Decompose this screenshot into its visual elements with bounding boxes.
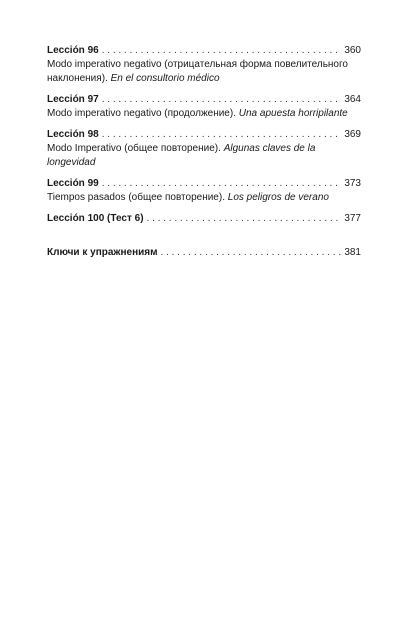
toc-entry-page: 381: [344, 247, 361, 258]
description-italic: En el consultorio médico: [110, 73, 220, 84]
toc-entry-page: 364: [344, 94, 361, 105]
dot-leader: [102, 93, 342, 107]
toc-entry-description: [47, 58, 361, 86]
toc-entry: [47, 177, 361, 205]
toc-entry-page: 373: [344, 178, 361, 189]
toc-entry-description: [47, 191, 361, 205]
description-text: Modo Imperativo (общее повторение).: [47, 143, 221, 154]
toc-entry-description: [47, 142, 361, 170]
description-italic: Los peligros de verano: [227, 192, 329, 203]
dot-leader: [102, 177, 342, 191]
toc-entry-page: 377: [344, 213, 361, 224]
dot-leader: [102, 44, 342, 58]
description-text: Modo imperativo negativo (отрицательная форма повелительного наклонения).: [47, 59, 348, 84]
table-of-contents: [47, 44, 361, 267]
description-italic: Algunas claves de la longevidad: [47, 143, 316, 168]
toc-entry-title: Ключи к упражнениям: [47, 247, 158, 258]
toc-entry-title: Lección 97: [47, 94, 99, 105]
description-italic: Una apuesta horripilante: [238, 108, 348, 119]
description-text: Modo imperativo negativo (продолжение).: [47, 108, 236, 119]
toc-entry-page: 360: [344, 45, 361, 56]
toc-entry: [47, 93, 361, 121]
dot-leader: [161, 246, 342, 260]
toc-entry-title: Lección 99: [47, 178, 99, 189]
toc-entry-description: [47, 107, 361, 121]
toc-entry-title: Lección 100 (Тест 6): [47, 213, 144, 224]
toc-entry-title: Lección 98: [47, 129, 99, 140]
toc-entry: [47, 246, 361, 260]
dot-leader: [102, 128, 342, 142]
toc-entry: [47, 212, 361, 226]
toc-entry: [47, 44, 361, 86]
toc-entry: [47, 128, 361, 170]
description-text: Tiempos pasados (общее повторение).: [47, 192, 225, 203]
dot-leader: [147, 212, 342, 226]
toc-entry-page: 369: [344, 129, 361, 140]
toc-entry-title: Lección 96: [47, 45, 99, 56]
